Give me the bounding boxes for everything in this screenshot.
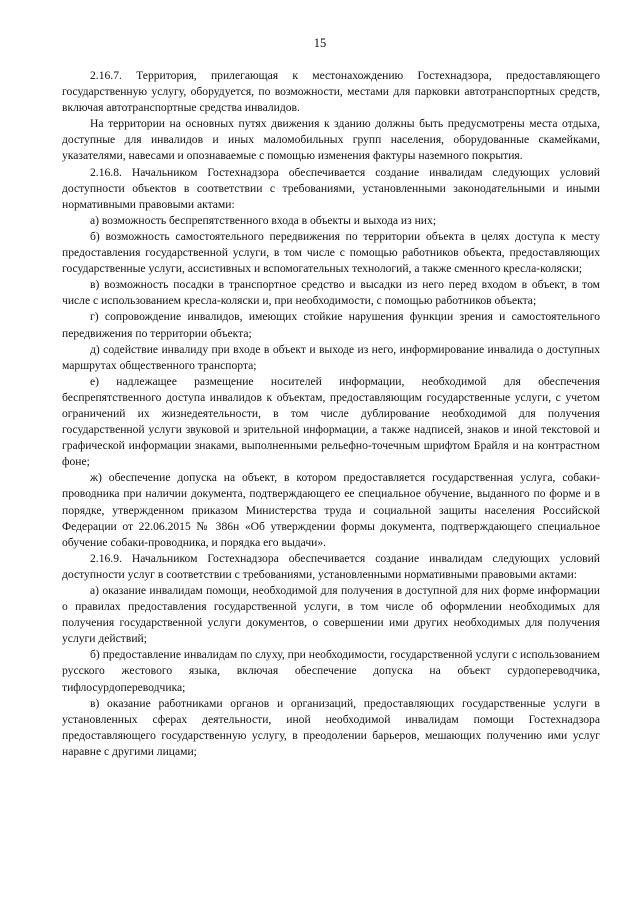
list-item-a: а) возможность беспрепятственного входа в объекты и выхода из них; <box>90 213 437 227</box>
list-item-e: е) надлежащее размещение носителей информации, необходимой для обеспечения беспрепятственного доступа инвалидов к объектам, предоставляющим государственные услуги, с учетом ограничений их жизнедеятельности, в том числе дублирование необходимой для получения государственной услуги звуковой и зрительной информации, а также надписей, знаков и иной текстовой и графической информации знаками, выполненными рельефно-точечным шрифтом Брайля и на контрастном фоне; <box>62 374 600 469</box>
list-item-b-2: б) предоставление инвалидам по слуху, при необходимости, государственной услуги с использованием русского жестового языка, включая обеспечение допуска на объект сурдопереводчика, тифлосурдопереводчика; <box>62 648 600 694</box>
paragraph-2-16-9: 2.16.9. Начальником Гостехнадзора обеспечивается создание инвалидам следующих условий доступности услуг в соответствии с требованиями, установленными нормативными правовыми актами: <box>62 551 600 581</box>
list-item-v: в) возможность посадки в транспортное средство и высадки из него перед входом в объект, в том числе с использованием кресла-коляски и, при необходимости, с помощью работников объекта; <box>62 278 600 308</box>
list-item-d: д) содействие инвалиду при входе в объект и выходе из него, информирование инвалида о доступных маршрутах общественного транспорта; <box>62 342 600 372</box>
list-item-zh: ж) обеспечение допуска на объект, в котором предоставляется государственная услуга, собаки-проводника при наличии документа, подтверждающего ее специальное обучение, выданного по форме и в порядке, утвержденном приказом Министерства труда и социальной защиты населения Российской Федерации от 22.06.2015 № 386н «Об утверждении формы документа, подтверждающего специальное обучение собаки-проводника, и порядка его выдачи». <box>62 471 600 549</box>
paragraph-rest-areas: На территории на основных путях движения к зданию должны быть предусмотрены места отдыха, доступные для инвалидов и иных маломобильных групп населения, оборудованные скамейками, указателями, навесами и опознаваемые с помощью изменения фактуры наземного покрытия. <box>62 117 600 163</box>
paragraph-2-16-7: 2.16.7. Территория, прилегающая к местонахождению Гостехнадзора, предоставляющего государственную услугу, оборудуется, по возможности, местами для парковки автотранспортных средств, включая автотранспортные средства инвалидов. <box>62 69 600 115</box>
list-item-v-2: в) оказание работниками органов и организаций, предоставляющих государственные услуги в установленных сферах деятельности, иной необходимой инвалидам помощи Гостехнадзора предоставляющего государственную услугу, в преодолении барьеров, мешающих получению ими услуг наравне с другими лицами; <box>62 696 600 758</box>
paragraph-2-16-8: 2.16.8. Начальником Гостехнадзора обеспечивается создание инвалидам следующих условий доступности объектов в соответствии с требованиями, установленными законодательными и иными нормативными правовыми актами: <box>62 165 600 211</box>
list-item-a-2: а) оказание инвалидам помощи, необходимой для получения в доступной для них форме информации о правилах предоставления государственной услуги, в том числе об оформлении необходимых для получения государственной услуги документов, о совершении ими других необходимых для получения услуги действий; <box>62 584 600 646</box>
list-item-b: б) возможность самостоятельного передвижения по территории объекта в целях доступа к месту предоставления государственной услуги, в том числе с помощью работников объекта, предоставляющих государственные услуги, ассистивных и вспомогательных технологий, а также сменного кресла-коляски; <box>62 229 600 276</box>
page-number: 15 <box>313 36 327 50</box>
document-body <box>62 68 600 760</box>
list-item-g: г) сопровождение инвалидов, имеющих стойкие нарушения функции зрения и самостоятельного передвижения по территории объекта; <box>62 310 600 340</box>
